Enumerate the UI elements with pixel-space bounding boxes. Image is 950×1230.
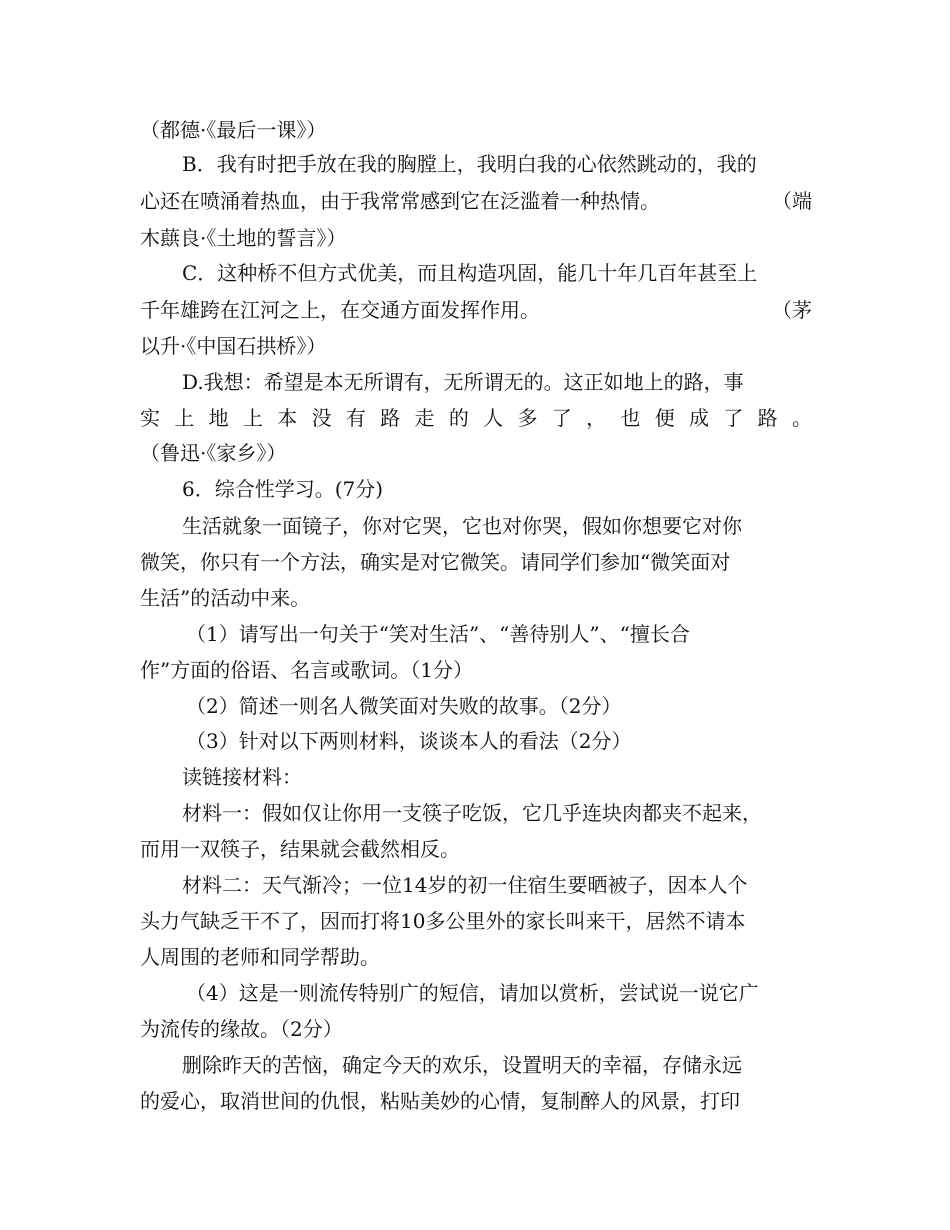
char: 路 (757, 406, 778, 430)
char: 路 (380, 406, 401, 430)
char: 没 (311, 406, 332, 430)
char: 有 (345, 406, 366, 430)
sms-text-line-1: 删除昨天的苦恼，确定今天的欢乐，设置明天的幸福，存储永远 (182, 1053, 742, 1077)
link-material-heading: 读链接材料： (182, 765, 302, 789)
char: 的 (448, 406, 469, 430)
material-2-line-3: 人周围的老师和同学帮助。 (140, 945, 380, 969)
subquestion-1-line-1: （1）请写出一句关于“笑对生活”、“善待别人”、“擅长合 (186, 622, 690, 646)
material-2-line-2: 头力气缺乏干不了，因而打将10多公里外的家长叫来干，居然不请本 (140, 909, 746, 933)
option-b-line-1: B．我有时把手放在我的胸膛上，我明白我的心依然跳动的，我的 (182, 152, 757, 176)
intro-line-3: 生活”的活动中来。 (140, 586, 311, 610)
option-b-text: 心还在喷涌着热血，由于我常常感到它在泛滥着一种热情。 (140, 189, 660, 213)
question-6-heading: 6．综合性学习。(7分) (182, 477, 384, 501)
material-2-line-1: 材料二：天气渐冷；一位14岁的初一住宿生要晒被子，因本人个 (182, 873, 748, 897)
material-1-line-1: 材料一：假如仅让你用一支筷子吃饭，它几乎连块肉都夹不起来， (182, 801, 762, 825)
citation-duanmu: 木蕻良·《土地的誓言》） (140, 226, 347, 250)
sms-text-line-2: 的爱心，取消世间的仇恨，粘贴美妙的心情，复制醉人的风景，打印 (140, 1089, 740, 1113)
option-b-citation-start: （端 (772, 189, 812, 213)
subquestion-4-line-1: （4）这是一则流传特别广的短信，请加以赏析，尝试说一说它广 (186, 981, 759, 1005)
char: 。 (791, 406, 812, 430)
intro-line-2: 微笑，你只有一个方法，确实是对它微笑。请同学们参加“微笑面对 (140, 550, 731, 574)
subquestion-3: （3）针对以下两则材料，谈谈本人的看法（2分） (186, 729, 632, 753)
option-c-text: 千年雄跨在江河之上，在交通方面发挥作用。 (140, 298, 540, 322)
subquestion-4-line-2: 为流传的缘故。（2分） (140, 1017, 343, 1041)
char: 本 (277, 406, 298, 430)
char: 成 (689, 406, 709, 430)
char: 了 (723, 406, 744, 430)
material-1-line-2: 而用一双筷子，结果就会截然相反。 (140, 837, 460, 861)
char: 上 (242, 406, 263, 430)
char: 多 (517, 406, 538, 430)
citation-daudet: （都德·《最后一课》） (140, 118, 327, 142)
option-c-citation-start: （茅 (772, 298, 812, 322)
char: 也 (620, 406, 641, 430)
option-d-line-2 (140, 401, 812, 435)
subquestion-2: （2）简述一则名人微笑面对失败的故事。（2分） (186, 694, 622, 718)
char: 便 (654, 406, 675, 430)
option-d-line-1: D.我想：希望是本无所谓有，无所谓无的。这正如地上的路，事 (182, 370, 744, 394)
citation-mao: 以升·《中国石拱桥》） (140, 334, 327, 358)
subquestion-1-line-2: 作”方面的俗语、名言或歌词。（1分） (140, 658, 473, 682)
citation-luxun: （鲁迅·《家乡》） (140, 441, 287, 465)
char: 人 (483, 406, 504, 430)
option-c-line-1: C．这种桥不但方式优美，而且构造巩固，能几十年几百年甚至上 (182, 261, 758, 285)
char: 了 (551, 406, 572, 430)
char: 实 (140, 406, 160, 430)
char: ， (586, 406, 607, 430)
intro-line-1: 生活就象一面镜子，你对它哭，它也对你哭，假如你想要它对你 (182, 514, 742, 538)
char: 走 (414, 406, 435, 430)
option-b-line-2 (140, 184, 812, 218)
char: 上 (174, 406, 195, 430)
char: 地 (208, 406, 229, 430)
option-c-line-2 (140, 293, 812, 327)
